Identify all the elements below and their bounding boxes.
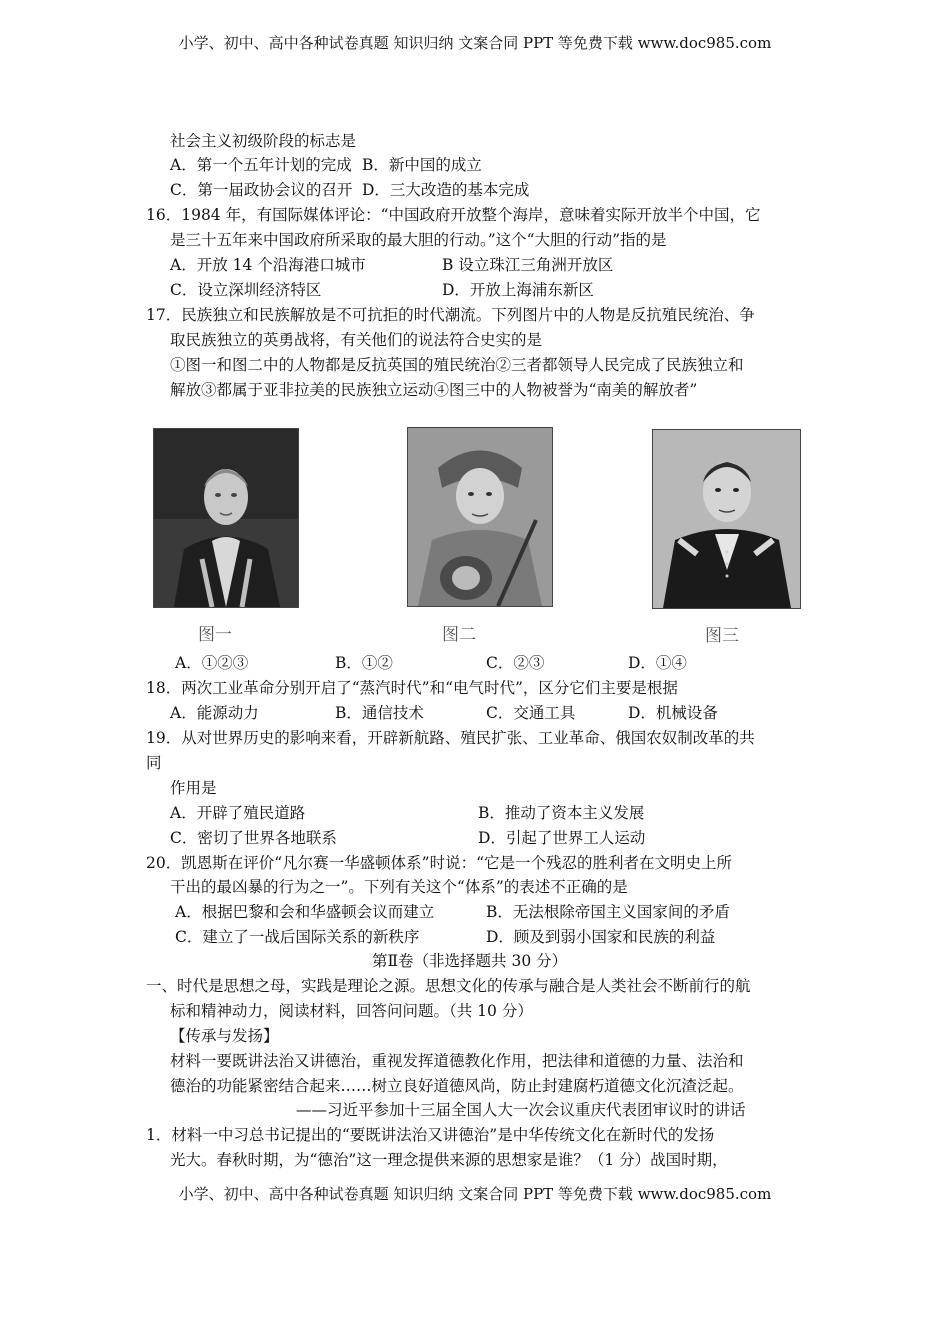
q17-stem-line3: ①图一和图二中的人物都是反抗英国的殖民统治②三者都领导人民完成了民族独立和	[170, 356, 744, 374]
q18-option-b: B．通信技术	[335, 704, 424, 722]
page-header: 小学、初中、高中各种试卷真题 知识归纳 文案合同 PPT 等免费下载 www.doc985.com	[178, 34, 772, 52]
material1-line2: 德治的功能紧密结合起来……树立良好道德风尚，防止封建腐朽道德文化沉渣泛起。	[170, 1077, 744, 1095]
q16-stem-line2: 是三十五年来中国政府所采取的最大胆的行动。”这个“大胆的行动”指的是	[170, 231, 667, 249]
q15-option-d: D．三大改造的基本完成	[362, 181, 530, 199]
q17-stem-line4: 解放③都属于亚非拉美的民族独立运动④图三中的人物被誉为“南美的解放者”	[170, 381, 698, 399]
q19-stem-line2: 同	[146, 754, 162, 772]
q20-option-c: C．建立了一战后国际关系的新秩序	[175, 928, 420, 946]
q20-stem-line1: 20．凯恩斯在评价“凡尔赛一华盛顿体系”时说：“它是一个残忍的胜利者在文明史上所	[146, 854, 732, 872]
q16-stem-line1: 16．1984 年，有国际媒体评论：“中国政府开放整个海岸，意味着实际开放半个中国，它	[146, 206, 761, 224]
q17-option-a: A．①②③	[175, 654, 249, 672]
material1-source: ——习近平参加十三届全国人大一次会议重庆代表团审议时的讲话	[296, 1101, 746, 1119]
figure-3-caption: 图三	[705, 626, 739, 646]
part2-q1-line1: 1．材料一中习总书记提出的“要既讲法治又讲德治”是中华传统文化在新时代的发扬	[146, 1126, 715, 1144]
q19-option-d: D．引起了世界工人运动	[478, 829, 646, 847]
q20-stem-line2: 干出的最凶暴的行为之一”。下列有关这个“体系”的表述不正确的是	[170, 878, 628, 896]
q17-stem-line1: 17．民族独立和民族解放是不可抗拒的时代潮流。下列图片中的人物是反抗殖民统治、争	[146, 306, 755, 324]
q15-stem: 社会主义初级阶段的标志是	[170, 132, 357, 150]
part2-intro-line1: 一、时代是思想之母，实践是理论之源。思想文化的传承与融合是人类社会不断前行的航	[146, 977, 751, 995]
q16-option-d: D．开放上海浦东新区	[442, 281, 594, 299]
q18-stem: 18．两次工业革命分别开启了“蒸汽时代”和“电气时代”，区分它们主要是根据	[146, 679, 678, 697]
q20-option-d: D．顾及到弱小国家和民族的利益	[486, 928, 716, 946]
q19-option-a: A．开辟了殖民道路	[170, 804, 306, 822]
q17-option-d: D．①④	[628, 654, 687, 672]
q18-option-c: C．交通工具	[486, 704, 576, 722]
q17-option-b: B．①②	[335, 654, 393, 672]
q19-stem-line3: 作用是	[170, 779, 217, 797]
q20-option-b: B．无法根除帝国主义国家间的矛盾	[486, 903, 730, 921]
figure-1-caption: 图一	[198, 625, 232, 645]
q15-option-a: A．第一个五年计划的完成	[170, 156, 352, 174]
figure-1-portrait	[153, 428, 299, 608]
q19-option-b: B．推动了资本主义发展	[478, 804, 645, 822]
part2-q1-line2: 光大。春秋时期，为“德治”这一理念提供来源的思想家是谁？（1 分）战国时期，	[170, 1151, 728, 1169]
q16-option-a: A．开放 14 个沿海港口城市	[170, 256, 366, 274]
q16-option-b: B 设立珠江三角洲开放区	[442, 256, 614, 274]
page-footer: 小学、初中、高中各种试卷真题 知识归纳 文案合同 PPT 等免费下载 www.doc985.com	[178, 1185, 772, 1203]
section-heading: 【传承与发扬】	[170, 1027, 279, 1045]
q19-option-c: C．密切了世界各地联系	[170, 829, 337, 847]
q15-option-c: C．第一届政协会议的召开	[170, 181, 353, 199]
q16-option-c: C．设立深圳经济特区	[170, 281, 322, 299]
figure-2-portrait	[407, 427, 553, 607]
figure-2-caption: 图二	[442, 625, 476, 645]
part2-title: 第Ⅱ卷（非选择题共 30 分）	[372, 952, 568, 970]
material1-line1: 材料一要既讲法治又讲德治，重视发挥道德教化作用，把法律和道德的力量、法治和	[170, 1052, 744, 1070]
q19-stem-line1: 19．从对世界历史的影响来看，开辟新航路、殖民扩张、工业革命、俄国农奴制改革的共	[146, 729, 755, 747]
q20-option-a: A．根据巴黎和会和华盛顿会议而建立	[175, 903, 435, 921]
q17-option-c: C．②③	[486, 654, 545, 672]
q18-option-d: D．机械设备	[628, 704, 718, 722]
q17-stem-line2: 取民族独立的英勇战将，有关他们的说法符合史实的是	[170, 331, 543, 349]
q18-option-a: A．能源动力	[170, 704, 259, 722]
part2-intro-line2: 标和精神动力，阅读材料，回答问问题。（共 10 分）	[170, 1002, 533, 1020]
figure-3-portrait	[652, 429, 801, 609]
q15-option-b: B．新中国的成立	[362, 156, 482, 174]
